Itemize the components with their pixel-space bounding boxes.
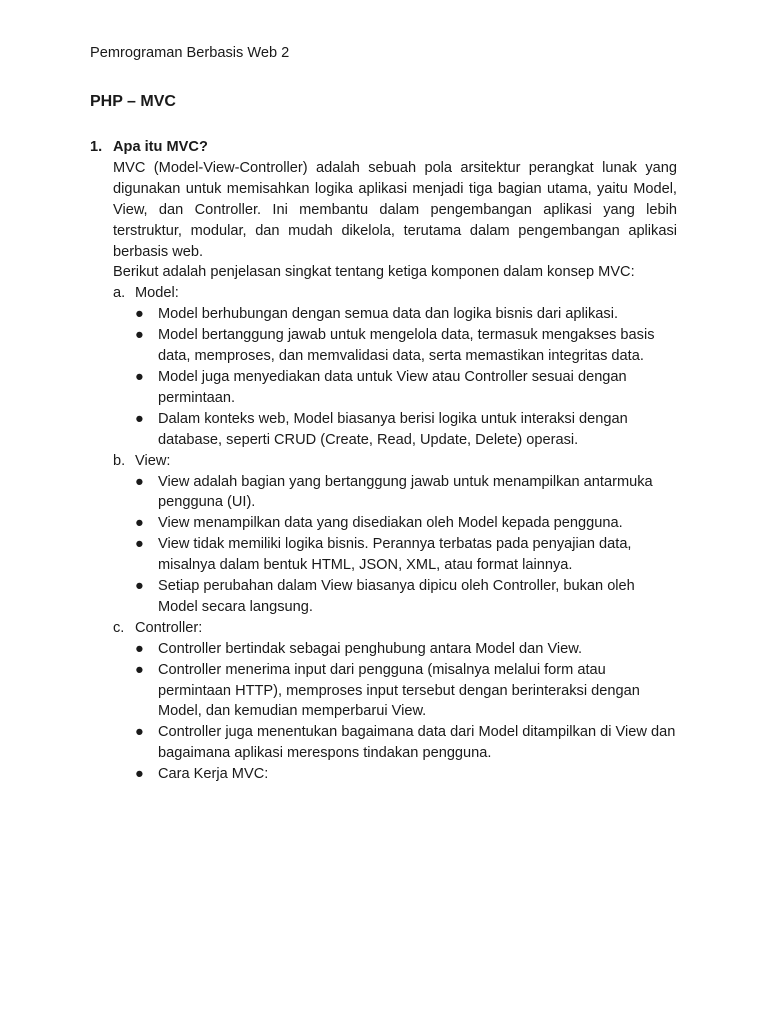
bullet-icon: ●	[135, 724, 144, 741]
component-letter: a.	[113, 285, 126, 302]
bullet-icon: ●	[135, 661, 144, 678]
bullet-text: Model berhubungan dengan semua data dan logika bisnis dari aplikasi.	[158, 306, 619, 323]
bullet-icon: ●	[135, 410, 144, 427]
component-name: View:	[135, 452, 171, 469]
list-item	[90, 513, 677, 534]
bullet-icon: ●	[135, 306, 144, 323]
list-item	[90, 304, 677, 325]
bullet-icon: ●	[135, 536, 144, 553]
list-item	[90, 722, 677, 764]
view-bullet-list	[90, 472, 677, 618]
bullet-text: Setiap perubahan dalam View biasanya dipicu oleh Controller, bukan oleh Model secara langsung.	[158, 578, 635, 615]
bullet-text: View adalah bagian yang bertanggung jawab untuk menampilkan antarmuka pengguna (UI).	[158, 473, 653, 511]
bullet-icon: ●	[135, 640, 144, 657]
list-item	[90, 409, 677, 451]
bullet-text: Cara Kerja MVC:	[158, 766, 269, 783]
bullet-icon: ●	[135, 515, 144, 532]
component-letter: b.	[113, 452, 126, 469]
section-number: 1.	[90, 139, 103, 155]
list-item	[90, 639, 677, 660]
document-title: PHP – MVC	[90, 93, 176, 110]
lead-paragraph: Berikut adalah penjelasan singkat tentang ketiga komponen dalam konsep MVC:	[113, 264, 635, 281]
bullet-text: Controller juga menentukan bagaimana data dari Model ditampilkan di View dan bagaimana aplikasi merespons tindakan pengguna.	[158, 724, 676, 762]
component-name: Controller:	[135, 619, 203, 636]
component-view	[90, 451, 677, 472]
list-item	[90, 367, 677, 409]
list-item	[90, 472, 677, 514]
list-item	[90, 534, 677, 576]
bullet-icon: ●	[135, 578, 144, 595]
bullet-text: View tidak memiliki logika bisnis. Perannya terbatas pada penyajian data, misalnya dalam bentuk HTML, JSON, XML, atau format lainnya.	[158, 536, 632, 574]
intro-paragraph: MVC (Model-View-Controller) adalah sebuah pola arsitektur perangkat lunak yang digunakan untuk memisahkan logika aplikasi menjadi tiga bagian utama, yaitu Model, View, dan Controller. Ini membantu dalam pengembangan aplikasi yang lebih terstruktur, modular, dan mudah dikelola, terutama dalam pengembangan aplikasi berbasis web.	[113, 159, 677, 260]
bullet-text: Controller menerima input dari pengguna (misalnya melalui form atau permintaan HTTP), memproses input tersebut dengan berinteraksi dengan Model, dan kemudian memperbarui View.	[158, 661, 640, 720]
bullet-icon: ●	[135, 368, 144, 385]
section-heading	[90, 137, 677, 158]
model-bullet-list	[90, 304, 677, 450]
component-model	[90, 283, 677, 304]
component-name: Model:	[135, 285, 179, 302]
bullet-text: Dalam konteks web, Model biasanya berisi logika untuk interaksi dengan database, seperti CRUD (Create, Read, Update, Delete) operasi.	[158, 410, 628, 448]
bullet-icon: ●	[135, 766, 144, 783]
section-heading-text: Apa itu MVC?	[113, 139, 208, 155]
bullet-text: Controller bertindak sebagai penghubung antara Model dan View.	[158, 640, 583, 657]
list-item	[90, 764, 677, 785]
bullet-icon: ●	[135, 473, 144, 490]
bullet-text: Model bertanggung jawab untuk mengelola data, termasuk mengakses basis data, memproses, dan memvalidasi data, serta memastikan integritas data.	[158, 327, 655, 365]
list-item	[90, 325, 677, 367]
bullet-text: Model juga menyediakan data untuk View atau Controller sesuai dengan permintaan.	[158, 368, 627, 406]
document-header: Pemrograman Berbasis Web 2	[90, 45, 290, 61]
component-controller	[90, 618, 677, 639]
controller-bullet-list	[90, 639, 677, 785]
component-letter: c.	[113, 619, 125, 636]
section-body	[90, 158, 677, 283]
document-content	[90, 137, 677, 785]
list-item	[90, 576, 677, 618]
list-item	[90, 660, 677, 723]
bullet-text: View menampilkan data yang disediakan oleh Model kepada pengguna.	[158, 515, 623, 532]
bullet-icon: ●	[135, 327, 144, 344]
